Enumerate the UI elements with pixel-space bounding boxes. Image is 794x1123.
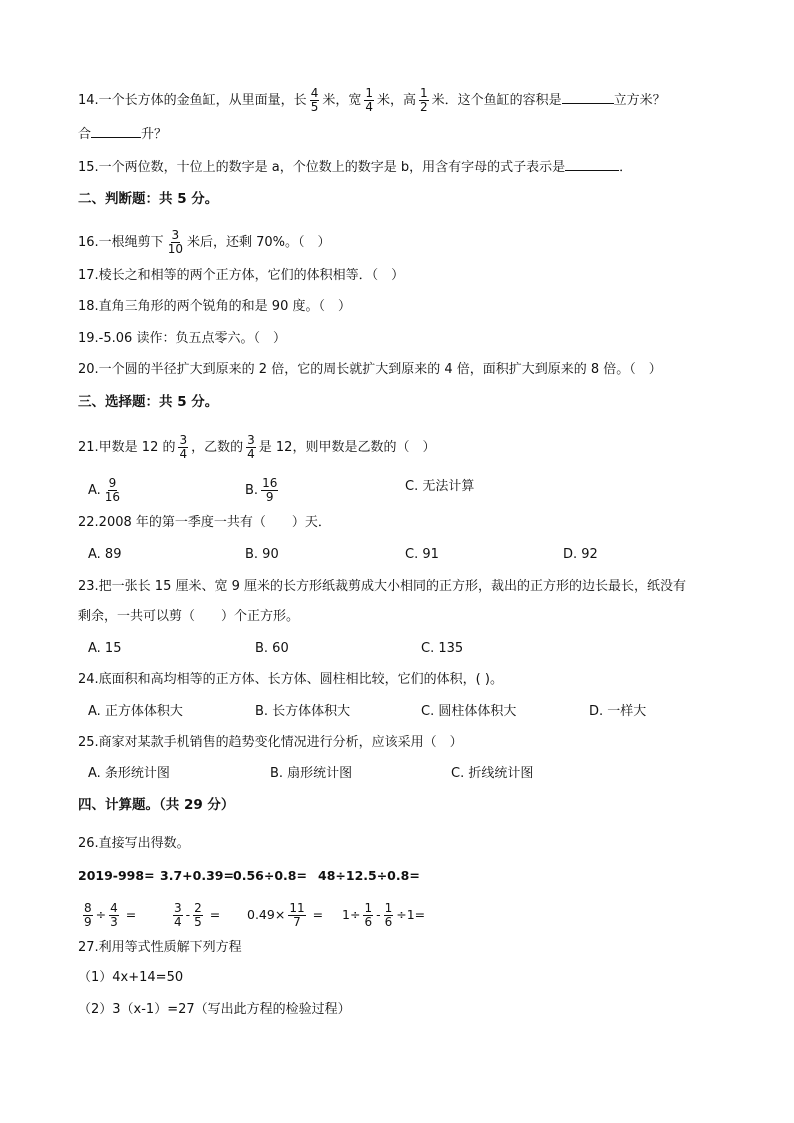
- fraction: $\frac{1}{6}$: [364, 901, 373, 929]
- answer-blank[interactable]: [562, 89, 614, 104]
- question-24: 24.底面积和高均相等的正方体、长方体、圆柱相比较，它们的体积，( )。: [78, 672, 503, 687]
- calc-fraction-3: 0.49× $\frac{11}{7}$ =: [247, 901, 324, 929]
- fraction: $\frac{3}{10}$: [167, 228, 183, 256]
- section-2-heading: 二、判断题：共 5 分。: [78, 191, 219, 207]
- question-23-line1: 23.把一张长 15 厘米、宽 9 厘米的长方形纸裁剪成大小相同的正方形，裁出的正方形的边长最长，纸没有: [78, 579, 687, 594]
- option-a[interactable]: A. 条形统计图: [88, 766, 170, 781]
- question-27-part1: （1）4x+14=50: [78, 970, 184, 985]
- option-d[interactable]: D. 一样大: [589, 704, 647, 719]
- question-17: 17.棱长之和相等的两个正方体，它们的体积相等．（ ）: [78, 268, 405, 283]
- option-a[interactable]: A. 正方体体积大: [88, 704, 183, 719]
- fraction: $\frac{4}{5}$: [310, 86, 319, 114]
- answer-blank[interactable]: [91, 123, 141, 138]
- fraction: $\frac{1}{6}$: [384, 901, 393, 929]
- fraction: $\frac{1}{2}$: [420, 86, 428, 114]
- fraction: $\frac{3}{4}$: [174, 901, 182, 929]
- option-b[interactable]: B. 扇形统计图: [270, 766, 353, 781]
- question-20: 20.一个圆的半径扩大到原来的 2 倍，它的周长就扩大到原来的 4 倍，面积扩大到原来的 8 倍。（ ）: [78, 362, 662, 377]
- fraction: $\frac{2}{5}$: [194, 901, 202, 929]
- question-16: 16.一根绳剪下 $\frac{3}{10}$ 米后，还剩 70%。（ ）: [78, 228, 331, 256]
- calc-fraction-2: $\frac{3}{4}$ - $\frac{2}{5}$ =: [174, 901, 221, 929]
- option-c[interactable]: C. 折线统计图: [451, 766, 534, 781]
- fraction: $\frac{1}{4}$: [365, 86, 373, 114]
- option-c[interactable]: C. 135: [421, 641, 464, 656]
- calc-item: 2019-998=: [78, 868, 155, 883]
- fraction: $\frac{11}{7}$: [289, 901, 305, 929]
- question-14-line2: 合 升？: [78, 123, 167, 145]
- fraction: $\frac{8}{9}$: [84, 901, 92, 929]
- answer-blank[interactable]: [565, 156, 619, 171]
- option-a[interactable]: A. 15: [88, 641, 122, 656]
- fraction: $\frac{3}{4}$: [247, 433, 255, 461]
- calc-item: 0.56÷0.8=: [233, 868, 307, 883]
- calc-fraction-1: $\frac{8}{9}$ ÷ $\frac{4}{3}$ =: [84, 901, 137, 929]
- fraction: $\frac{3}{4}$: [179, 433, 188, 461]
- option-c[interactable]: C. 圆柱体体积大: [421, 704, 517, 719]
- question-15: 15.一个两位数，十位上的数字是 a，个位数上的数字是 b，用含有字母的式子表示是 ．: [78, 156, 632, 178]
- question-18: 18.直角三角形的两个锐角的和是 90 度。（ ）: [78, 299, 351, 314]
- option-b[interactable]: B. 60: [255, 641, 289, 656]
- option-b[interactable]: B. 90: [245, 547, 279, 562]
- calc-fraction-4: 1÷ $\frac{1}{6}$ - $\frac{1}{6}$ ÷1=: [342, 901, 426, 929]
- option-a[interactable]: A. 89: [88, 547, 122, 562]
- question-19: 19.-5.06 读作：负五点零六。（ ）: [78, 331, 286, 346]
- question-22: 22.2008 年的第一季度一共有（ ）天．: [78, 515, 331, 530]
- calc-item: 3.7+0.39=: [160, 868, 234, 883]
- option-c[interactable]: C. 无法计算: [405, 479, 475, 494]
- question-25: 25.商家对某款手机销售的趋势变化情况进行分析，应该采用（ ）: [78, 735, 463, 750]
- section-4-heading: 四、计算题。（共 29 分）: [78, 797, 235, 813]
- option-a[interactable]: A. $\frac{9}{16}$: [88, 476, 121, 504]
- option-b[interactable]: B. $\frac{16}{9}$: [245, 476, 278, 504]
- question-14: 14.一个长方体的金鱼缸，从里面量，长 $\frac{4}{5}$ 米，宽 $\frac{1}{4}$ 米，高 $\frac{1}{2}$ 米．这个鱼缸的容积是 立方米？: [78, 86, 666, 114]
- option-d[interactable]: D. 92: [563, 547, 598, 562]
- calc-item: 48÷12.5÷0.8=: [318, 868, 420, 883]
- question-27-part2: （2）3（x-1）=27（写出此方程的检验过程）: [78, 1002, 351, 1017]
- question-21: 21.甲数是 12 的 $\frac{3}{4}$ ，乙数的 $\frac{3}{4}$ 是 12，则甲数是乙数的（ ）: [78, 433, 436, 461]
- fraction: $\frac{4}{3}$: [110, 901, 118, 929]
- question-26: 26.直接写出得数。: [78, 836, 190, 851]
- section-3-heading: 三、选择题：共 5 分。: [78, 394, 219, 410]
- option-c[interactable]: C. 91: [405, 547, 439, 562]
- option-b[interactable]: B. 长方体体积大: [255, 704, 351, 719]
- fraction: $\frac{9}{16}$: [104, 476, 121, 504]
- question-27: 27.利用等式性质解下列方程: [78, 940, 242, 955]
- fraction: $\frac{16}{9}$: [262, 476, 278, 504]
- question-23-line2: 剩余，一共可以剪（ ）个正方形。: [78, 609, 300, 624]
